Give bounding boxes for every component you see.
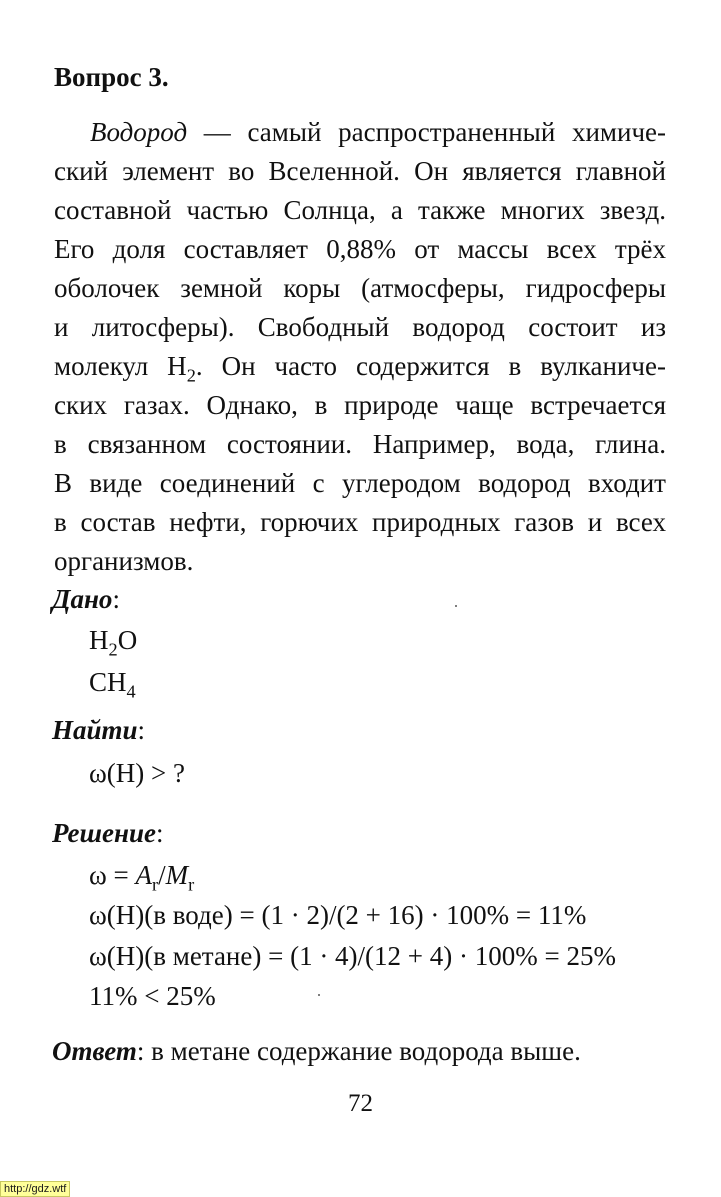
solution-line-water: ω(H)(в воде) = (1 · 2)/(2 + 16) · 100% = 11%: [89, 900, 587, 930]
given-item-water: $H_2O$: [89, 625, 138, 660]
answer-line: Ответ: в метане содержание водорода выше.: [52, 1036, 581, 1066]
given-item-methane: $CH_4$: [89, 667, 136, 702]
solution-formula: $\omega = A_r/M_r$: [89, 860, 195, 895]
paragraph-line: Водород — самый распространенный химиче-: [90, 117, 666, 147]
question-heading: Вопрос 3.: [54, 62, 169, 92]
body-paragraph: [54, 113, 666, 581]
find-label: Найти:: [52, 715, 146, 745]
given-label: Дано:: [52, 584, 120, 614]
paragraph-line: оболочек земной коры (атмосферы, гидросферы: [54, 273, 666, 303]
term-hydrogen: Водород: [90, 117, 188, 147]
paragraph-line: организмов.: [54, 546, 194, 576]
solution-line-comparison: 11% < 25%: [89, 981, 216, 1011]
scan-speck: [318, 994, 320, 996]
solution-label: Решение:: [52, 818, 164, 848]
paragraph-line: в состав нефти, горючих природных газов и всех: [54, 507, 666, 537]
answer-label: Ответ: [52, 1036, 137, 1066]
find-value: ω(H) > ?: [89, 758, 185, 788]
paragraph-line: В виде соединений с углеродом водород входит: [54, 468, 666, 498]
paragraph-line: молекул $H_2$. Он часто содержится в вулканиче-: [54, 351, 666, 386]
paragraph-line: в связанном состоянии. Например, вода, глина.: [54, 429, 666, 459]
paragraph-line: Его доля составляет 0,88% от массы всех трёх: [54, 234, 666, 264]
solution-line-methane: ω(H)(в метане) = (1 · 4)/(12 + 4) · 100% = 25%: [89, 941, 616, 971]
paragraph-line: и литосферы). Свободный водород состоит из: [54, 312, 666, 342]
watermark-link[interactable]: http://gdz.wtf: [0, 1181, 70, 1197]
paragraph-line: составной частью Солнца, а также многих звезд.: [54, 195, 666, 225]
paragraph-line: ский элемент во Вселенной. Он является главной: [54, 156, 666, 186]
scan-speck: [455, 605, 457, 607]
page-number: 72: [348, 1090, 373, 1117]
paragraph-line: ских газах. Однако, в природе чаще встречается: [54, 390, 666, 420]
